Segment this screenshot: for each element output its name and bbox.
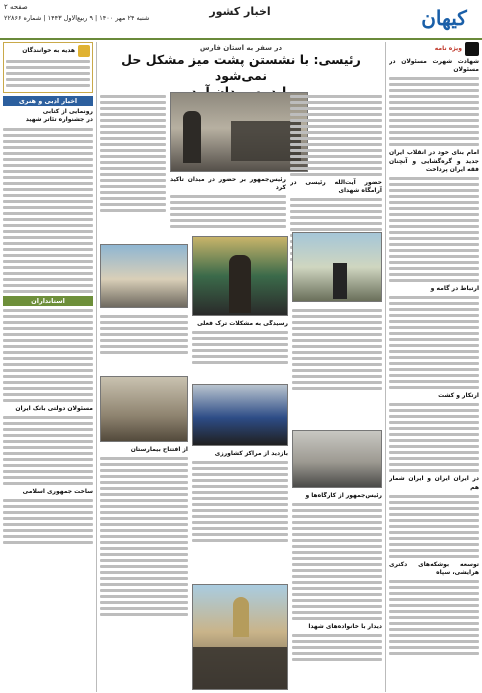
page-number: صفحه ۲ bbox=[4, 3, 28, 11]
arts-sub-2: در جشنواره تئاتر شهید bbox=[25, 116, 93, 124]
box4-title: توسعه بوشکه‌های دکتری هرایشی، سپاه bbox=[389, 560, 479, 577]
photo-workers bbox=[192, 384, 288, 446]
photo-facility bbox=[292, 430, 382, 488]
box2-text bbox=[389, 177, 479, 282]
left-column bbox=[3, 42, 93, 692]
bank-text bbox=[3, 416, 93, 485]
date-line: شنبه ۲۴ مهر ۱۴۰۰ | ۹ ربیع‌الاول ۱۴۴۳ | شماره ۲۲۸۶۶ bbox=[4, 14, 150, 22]
box6-text bbox=[389, 495, 479, 558]
box1-text bbox=[389, 77, 479, 146]
governors-header: استانداران bbox=[3, 296, 93, 306]
subhead-2: رسیدگی به مشکلات ترک فعلی bbox=[197, 320, 288, 327]
box5-title: ارتکار و کشت bbox=[438, 392, 479, 400]
article-col-3 bbox=[170, 176, 286, 236]
article-col-7 bbox=[100, 446, 188, 690]
column-rule bbox=[96, 42, 97, 692]
photo-crowd bbox=[100, 244, 188, 308]
photo-shrine bbox=[192, 236, 288, 316]
republic-text bbox=[3, 499, 93, 544]
subhead-1: حضور آیت‌الله رئیسی در آرامگاه شهدای bbox=[290, 179, 382, 195]
badge-label: ویژه نامه bbox=[434, 44, 462, 52]
headline-line-1: رئیسی: با نشستن پشت میز مشکل حل نمی‌شود bbox=[121, 52, 361, 83]
article-col-5 bbox=[192, 320, 288, 380]
article-col-2 bbox=[100, 92, 166, 242]
arts-header: اخبار ادبی و هنری bbox=[3, 96, 93, 106]
subhead-5: رئیس‌جمهور از کارگاه‌ها و bbox=[305, 492, 382, 499]
article-col-9 bbox=[292, 492, 382, 690]
arts-sub-1: رونمایی از کتابی bbox=[42, 108, 93, 116]
caption-1: رئیس‌جمهور بر حضور در میدان تاکید کرد bbox=[170, 176, 286, 192]
box1-title: شهادت شهرت مسئولان در مسئولان bbox=[389, 58, 479, 74]
page-header bbox=[0, 0, 482, 40]
photo-mosque-crowd bbox=[192, 584, 288, 690]
gift-icon bbox=[78, 45, 90, 57]
box3-title: ارتباط در گامه و bbox=[430, 285, 479, 293]
kicker: در سفر به استان فارس bbox=[199, 44, 283, 52]
article-col-4 bbox=[100, 312, 188, 372]
governors-text bbox=[3, 309, 93, 402]
box2-title: امام بنای خود در انقلاب ایران جدید و گره‌گشایی و آنچنان فقه ایران پرداخت bbox=[389, 149, 479, 173]
box6-title: در ایران ایران و ایران شمار هم bbox=[389, 475, 479, 491]
arts-text bbox=[3, 128, 93, 293]
right-column bbox=[389, 42, 479, 692]
photo-memorial bbox=[292, 232, 382, 302]
subhead-6: دیدار با خانواده‌های شهدا bbox=[308, 623, 382, 631]
box5-text bbox=[389, 403, 479, 472]
box3-text bbox=[389, 296, 479, 389]
column-rule bbox=[385, 42, 386, 692]
photo-meeting bbox=[100, 376, 188, 442]
subhead-4: بازدید از مراکز کشاورزی bbox=[214, 450, 288, 457]
badge-icon bbox=[465, 42, 479, 56]
subhead-3: از افتتاح بیمارستان bbox=[130, 446, 188, 453]
newspaper-logo: کیهان bbox=[421, 6, 467, 30]
bank-subhead: مسئولان دولتی بانک ایران bbox=[15, 404, 93, 412]
article-col-8 bbox=[192, 450, 288, 580]
gift-box-title: هدیه به خوانندگان bbox=[22, 46, 75, 54]
box4-text bbox=[389, 580, 479, 655]
photo-ceremony bbox=[170, 92, 308, 172]
gift-box bbox=[3, 42, 93, 93]
republic-subhead: ساخت جمهوری اسلامی bbox=[22, 488, 93, 496]
gift-box-text bbox=[6, 60, 90, 87]
section-title: اخبار کشور bbox=[209, 5, 271, 18]
article-col-6 bbox=[292, 306, 382, 426]
